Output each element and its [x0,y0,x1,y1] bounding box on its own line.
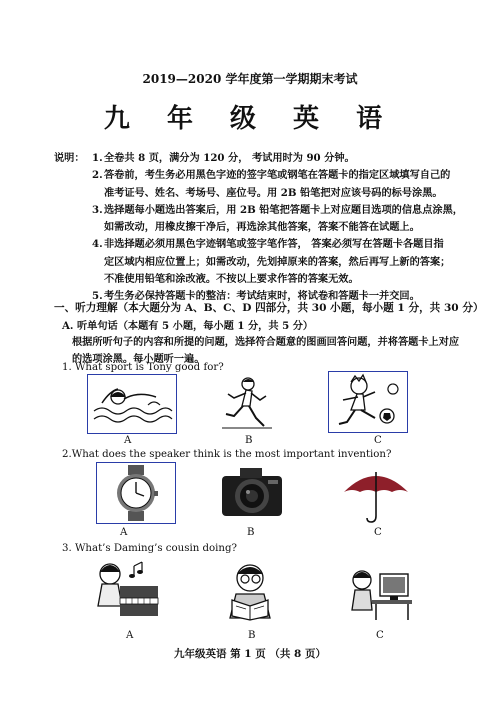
instruction-item: 3.选择题每小题选出答案后，用 2B 铅笔把答题卡上对应题目选项的信息点涂黑， 如需改动，用橡皮擦干净后，再选涂其他答案，答案不能答在试题上。 [92,203,463,234]
part-a-instruction: 根据所听句子的内容和所提的问题，选择符合题意的图画回答问题，并将答题卡上对应 的选项涂黑。每小题听一遍。 [72,336,460,365]
swimmer-picture [87,374,177,434]
option-label: A [120,527,128,538]
option-label: C [376,630,384,641]
option-label: B [247,527,255,538]
piano-player-picture [88,558,162,624]
part-a-heading: A. 听单句话（本题有 5 小题，每小题 1 分，共 5 分） [62,320,314,332]
soccer-player-picture [328,371,408,433]
option-label: C [374,435,382,446]
option-label: A [124,435,132,446]
exam-subtitle: 2019—2020 学年度第一学期期末考试 [142,72,358,86]
reading-boy-picture [216,560,284,624]
question-1-text: 1. What sport is Tony good for? [62,362,224,373]
question-2-text: 2.What does the speaker think is the most important invention? [62,449,392,460]
runner-picture [218,376,276,432]
option-label: C [374,527,382,538]
instruction-item: 1.全卷共 8 页，满分为 120 分， 考试用时为 90 分钟。 [92,152,355,164]
instructions-label: 说明： [54,152,85,164]
umbrella-picture [340,466,412,526]
section-heading: 一、听力理解（本大题分为 A、B、C、D 四部分，共 30 小题，每小题 1 分，共 30 分） [54,302,484,314]
option-label: B [245,435,253,446]
camera-picture [218,464,286,522]
exam-title: 九 年 级 英 语 [103,104,397,134]
instruction-item: 2.答卷前，考生务必用黑色字迹的签字笔或钢笔在答题卡的指定区域填写自己的 准考证号、姓名、考场号、座位号。用 2B 铅笔把对应该号码的标号涂黑。 [92,169,451,199]
instructions-list [92,150,492,306]
instruction-item: 4.非选择题必须用黑色字迹钢笔或签字笔作答， 答案必须写在答题卡各题目指 定区域内相应位置上；如需改动，先划掉原来的答案，然后再写上新的答案； 不准使用铅笔和涂改液。不按以上要求作答的答案无效。 [92,238,451,286]
option-label: B [248,630,256,641]
watch-picture [96,462,176,524]
page-footer: 九年级英语 第 1 页 （共 8 页） [173,648,327,660]
instruction-item: 5.考生务必保持答题卡的整洁：考试结束时，将试卷和答题卡一并交回。 [92,290,420,303]
option-label: A [126,630,134,641]
question-3-text: 3. What’s Daming’s cousin doing? [62,543,237,554]
computer-user-picture [342,562,414,624]
